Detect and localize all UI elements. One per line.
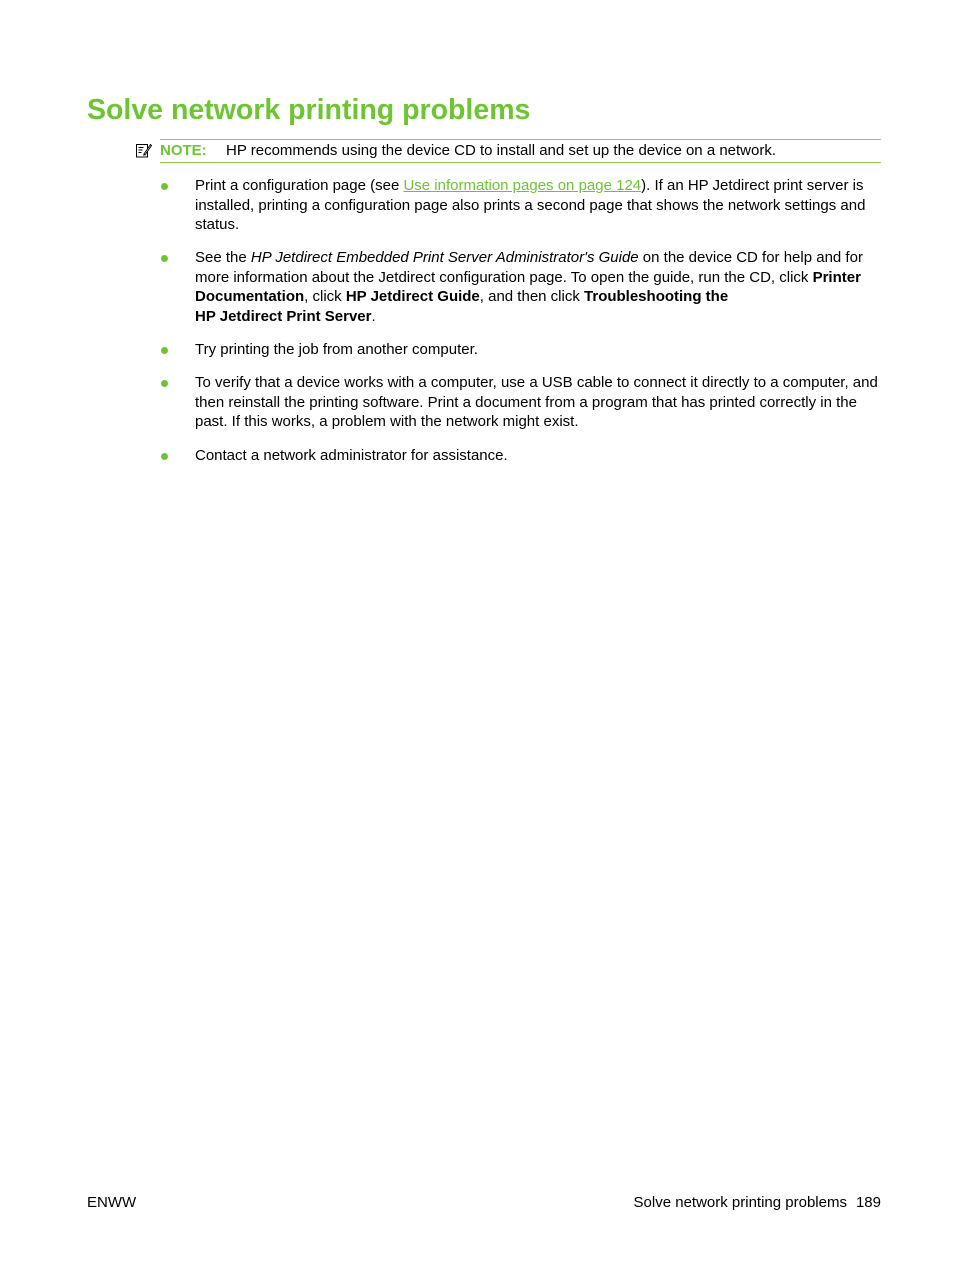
bullet-text: Contact a network administrator for assistance.: [195, 447, 508, 464]
bullet-text: See the: [195, 249, 251, 266]
bullet-text: Try printing the job from another computer.: [195, 341, 478, 358]
bullet-text: To verify that a device works with a computer, use a USB cable to connect it directly to a computer, and then reinstall the printing software. Print a document from a program that has printed correctly in the past. If this works, a problem with the network might exist.: [195, 374, 878, 431]
bullet-text: ). If an HP Jetdirect print server is installed, printing a configuration page also prints a second page that shows the network settings and status.: [195, 177, 866, 234]
note-text: HP recommends using the device CD to install and set up the device on a network.: [226, 142, 777, 159]
info-pages-link[interactable]: Use information pages on page 124: [403, 177, 642, 194]
bullet-text: on the device CD for help and for more information about the Jetdirect configuration page. To open the guide, run the CD, click: [195, 249, 863, 286]
bullet-icon: [161, 183, 168, 190]
page-number: 189: [855, 1194, 881, 1211]
bullet-text: Print a configuration page (see: [195, 177, 404, 194]
note-label: NOTE:: [160, 142, 207, 159]
bullet-icon: [161, 255, 168, 262]
list-item: [195, 340, 885, 360]
menu-path-jetdirect-guide: HP Jetdirect Guide: [345, 288, 480, 306]
page-title: Solve network printing problems: [87, 94, 531, 126]
footer-section-title: Solve network printing problems: [633, 1194, 847, 1211]
menu-path-troubleshooting: Troubleshooting the: [584, 288, 729, 306]
note-box: [160, 139, 881, 163]
bullet-text: , click: [304, 288, 346, 306]
menu-path-printer-documentation: Printer Documentation: [195, 268, 861, 306]
footer-doc-id: ENWW: [87, 1194, 137, 1211]
footer: [634, 1193, 881, 1213]
bullet-icon: [161, 347, 168, 354]
list-item: [195, 373, 885, 432]
menu-path-print-server: HP Jetdirect Print Server: [195, 308, 372, 326]
bullet-icon: [161, 380, 168, 387]
guide-title: HP Jetdirect Embedded Print Server Administrator's Guide: [250, 249, 639, 266]
bullet-icon: [161, 453, 168, 460]
list-item: [195, 248, 885, 327]
note-pencil-icon: [135, 142, 152, 159]
bullet-text: .: [371, 308, 376, 326]
bullet-text: , and then click: [479, 288, 585, 306]
list-item: [195, 446, 885, 466]
list-item: [195, 176, 885, 235]
